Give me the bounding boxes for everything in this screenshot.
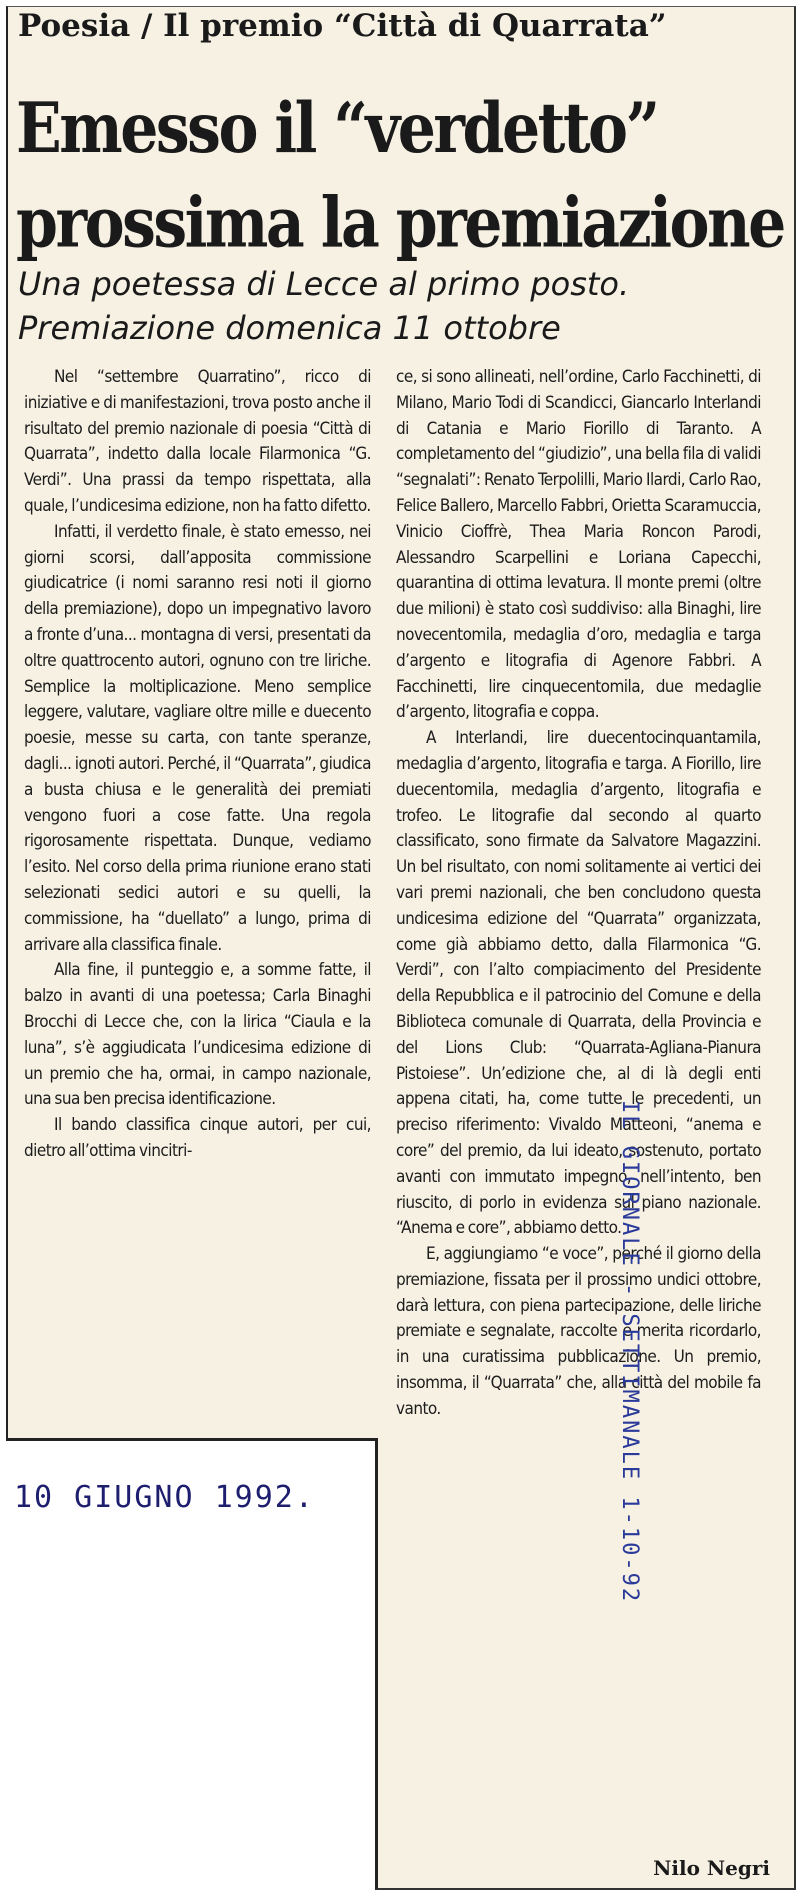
- paragraph: Alla fine, il punteggio e, a somme fatte, il balzo in avanti di una poetessa; Carla Binaghi Brocchi di Lecce che, con la lirica “Ciaula e la luna”, s’è aggiudicata l’undicesima edizione di un premio che ha, ormai, in campo nazionale, una sua ben precisa identificazione.: [24, 960, 371, 1110]
- paragraph: Infatti, il verdetto finale, è stato emesso, nei giorni scorsi, dall’apposita commissione giudicatrice (i nomi saranno resi noti il giorno della premiazione), dopo un impegnativo lavoro a fronte d’una... montagna di versi, presentati da oltre quattrocento autori, ognuno con tre liriche. Semplice la moltiplicazione. Meno semplice leggere, valutare, vagliare oltre mille e duecento poesie, messe su carta, con tante speranze, dagli... ignoti autori. Perché, il “Quarrata”, giudica a busta chiusa e le generalità dei premiati vengono fuori a cose fatte. Una regola rigorosamente rispettata. Dunque, vediamo l’esito. Nel corso della prima riunione erano stati selezionati sedici autori e su quelli, la commissione, ha “duellato” a lungo, prima di arrivare alla classifica finale.: [24, 521, 371, 955]
- subheadline-line-2: Premiazione domenica 11 ottobre: [18, 309, 561, 347]
- paragraph: A Interlandi, lire duecentocinquantamila, medaglia d’argento, litografia e targa. A Fiorillo, lire duecentomila, medaglia d’argento, litografia e trofeo. Le litografie dal secondo al quarto classificato, sono firmate da Salvatore Magazzini. Un bel risultato, con nomi solitamente ai vertici dei vari premi nazionali, che ben concludono questa undicesima edizione del “Quarrata” organizzata, come già abbiamo detto, dalla Filarmonica “G. Verdi”, con l’alto compiacimento del Presidente della Repubblica e il patrocinio del Comune e della Biblioteca comunale di Quarrata, della Provincia e del Lions Club: “Quarrata-Agliana-Pianura Pistoiese”. Un’edizione che, al di là degli enti appena citati, ha, come tutte le precedenti, un preciso riferimento: Vivaldo Matteoni, “anema e core” del premio, da lui ideato, sostenuto, portato avanti con immutato impegno, nell’intento, ben riuscito, di porlo in evidenza sul piano nazionale. “Anema e core”, abbiamo detto.: [396, 728, 761, 1239]
- paragraph: Nel “settembre Quarratino”, ricco di iniziative e di manifestazioni, trova posto anche il risultato del premio nazionale di poesia “Città di Quarrata”, indetto dalla locale Filarmonica “G. Verdi”. Una prassi da tempo rispettata, alla quale, l’undicesima edizione, non ha fatto difetto.: [24, 367, 371, 516]
- kicker: Poesia / Il premio “Città di Quarrata”: [18, 8, 667, 44]
- clipping-edge: [6, 1438, 378, 1441]
- headline-line-2: prossima la premiazione: [16, 183, 784, 264]
- handwritten-side-note: IL GIORNALE - SETTIMANALE 1-10-92: [617, 1100, 642, 1604]
- author-signature: Nilo Negri: [653, 1856, 770, 1880]
- headline-line-1: Emesso il “verdetto”: [16, 88, 658, 170]
- paragraph: E, aggiungiamo “e voce”, perché il giorno della premiazione, fissata per il prossimo undici ottobre, darà lettura, con piena partecipazione, delle liriche premiate e segnalate, raccolte e merita ricordarlo, in una curatissima pubblicazione. Un premio, insomma, il “Quarrata” che, alla città del mobile fa vanto.: [396, 1244, 761, 1419]
- article-column-right: [396, 365, 761, 1423]
- subheadline: [18, 262, 788, 350]
- handwritten-date: 10 GIUGNO 1992.: [14, 1480, 315, 1515]
- subheadline-line-1: Una poetessa di Lecce al primo posto.: [18, 265, 630, 303]
- article-column-left: [24, 365, 371, 1165]
- paragraph: ce, si sono allineati, nell’ordine, Carlo Facchinetti, di Milano, Mario Todi di Scandicci, Giancarlo Interlandi di Catania e Mario Fiorillo di Taranto. A completamento del “giudizio”, una bella fila di validi “segnalati”: Renato Terpolilli, Mario Ilardi, Carlo Rao, Felice Ballero, Marcello Fabbri, Orietta Scaramuccia, Vinicio Cioffrè, Thea Maria Roncon Parodi, Alessandro Scarpellini e Loriana Capecchi, quarantina di ottima levatura. Il monte premi (oltre due milioni) è stato così suddiviso: alla Binaghi, lire novecentomila, medaglia d’oro, medaglia e targa d’argento e litografia di Agenore Fabbri. A Facchinetti, lire cinquecentomila, due medaglie d’argento, litografia e coppa.: [396, 367, 761, 723]
- headline: [16, 82, 786, 271]
- paragraph: Il bando classifica cinque autori, per cui, dietro all’ottima vincitri-: [24, 1115, 371, 1161]
- clipping-paper-lower: [375, 1438, 796, 1890]
